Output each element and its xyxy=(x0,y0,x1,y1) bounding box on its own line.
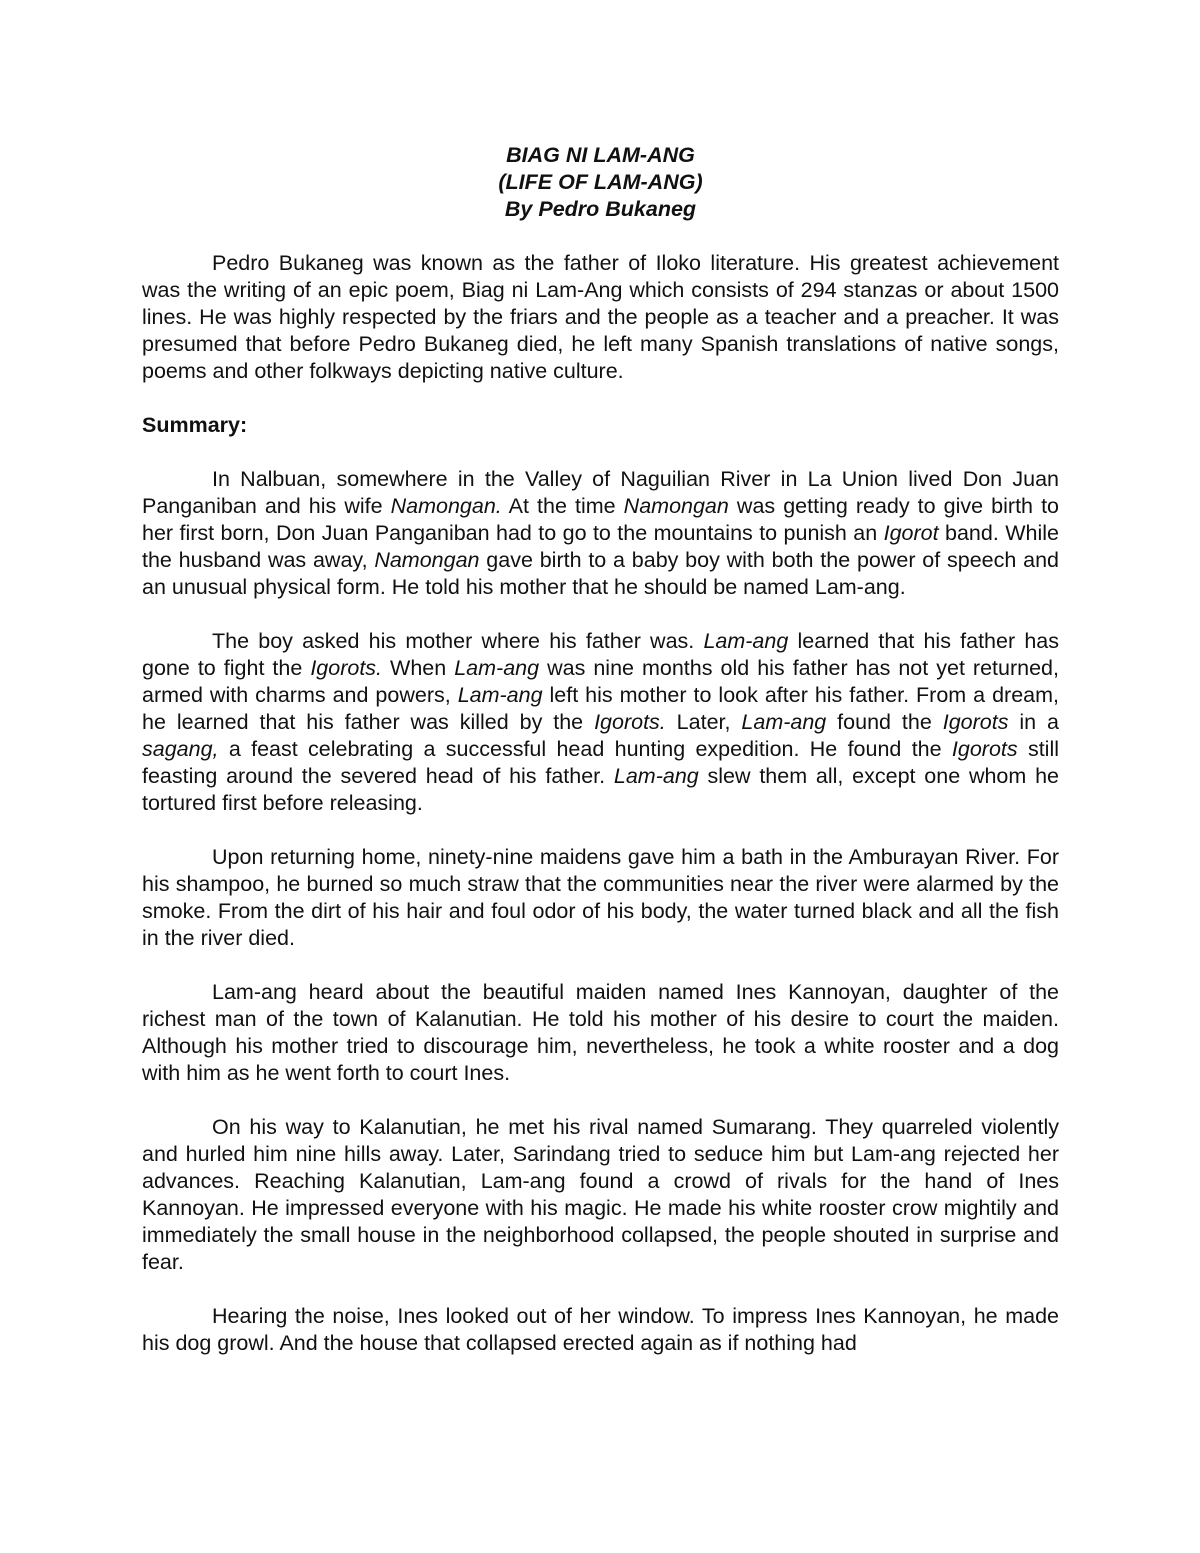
summary-paragraph-6: Hearing the noise, Ines looked out of her window. To impress Ines Kannoyan, he made his dog growl. And the house that collapsed erected again as if nothing had xyxy=(142,1304,1059,1355)
summary-paragraph-5: On his way to Kalanutian, he met his rival named Sumarang. They quarreled violently and hurled him nine hills away. Later, Sarindang tried to seduce him but Lam-ang rejected her advances. Reaching Kalanutian, Lam-ang found a crowd of rivals for the hand of Ines Kannoyan. He impressed everyone with his magic. He made his white rooster crow mightily and immediately the small house in the neighborhood collapsed, the people shouted in surprise and fear. xyxy=(142,1115,1059,1274)
intro-paragraph: Pedro Bukaneg was known as the father of Iloko literature. His greatest achievement was the writing of an epic poem, Biag ni Lam-Ang which consists of 294 stanzas or about 1500 lines. He was highly respected by the friars and the people as a teacher and a preacher. It was presumed that before Pedro Bukaneg died, he left many Spanish translations of native songs, poems and other folkways depicting native culture. xyxy=(142,251,1059,383)
summary-paragraph-2: The boy asked his mother where his father was. Lam-ang learned that his father has gone to fight the Igorots. When Lam-ang was nine months old his father has not yet returned, armed with charms and powers, Lam-ang left his mother to look after his father. From a dream, he learned that his father was killed by the Igorots. Later, Lam-ang found the Igorots in a sagang, a feast celebrating a successful head hunting expedition. He found the Igorots still feasting around the severed head of his father. Lam-ang slew them all, except one whom he tortured first before releasing. xyxy=(142,629,1059,815)
title-line-2: (LIFE OF LAM-ANG) xyxy=(498,170,703,194)
summary-paragraph-3: Upon returning home, ninety-nine maidens gave him a bath in the Amburayan River. For his shampoo, he burned so much straw that the communities near the river were alarmed by the smoke. From the dirt of his hair and foul odor of his body, the water turned black and all the fish in the river died. xyxy=(142,845,1059,950)
summary-paragraph-4: Lam-ang heard about the beautiful maiden named Ines Kannoyan, daughter of the richest man of the town of Kalanutian. He told his mother of his desire to court the maiden. Although his mother tried to discourage him, nevertheless, he took a white rooster and a dog with him as he went forth to court Ines. xyxy=(142,980,1059,1085)
title-line-1: BIAG NI LAM-ANG xyxy=(506,143,695,167)
author-line: By Pedro Bukaneg xyxy=(504,197,697,221)
document-body xyxy=(142,142,1059,1357)
document-title xyxy=(142,142,1059,223)
summary-heading: Summary: xyxy=(142,413,248,437)
summary-paragraph-1: In Nalbuan, somewhere in the Valley of Naguilian River in La Union lived Don Juan Panganiban and his wife Namongan. At the time Namongan was getting ready to give birth to her first born, Don Juan Panganiban had to go to the mountains to punish an Igorot band. While the husband was away, Namongan gave birth to a baby boy with both the power of speech and an unusual physical form. He told his mother that he should be named Lam-ang. xyxy=(142,467,1059,599)
